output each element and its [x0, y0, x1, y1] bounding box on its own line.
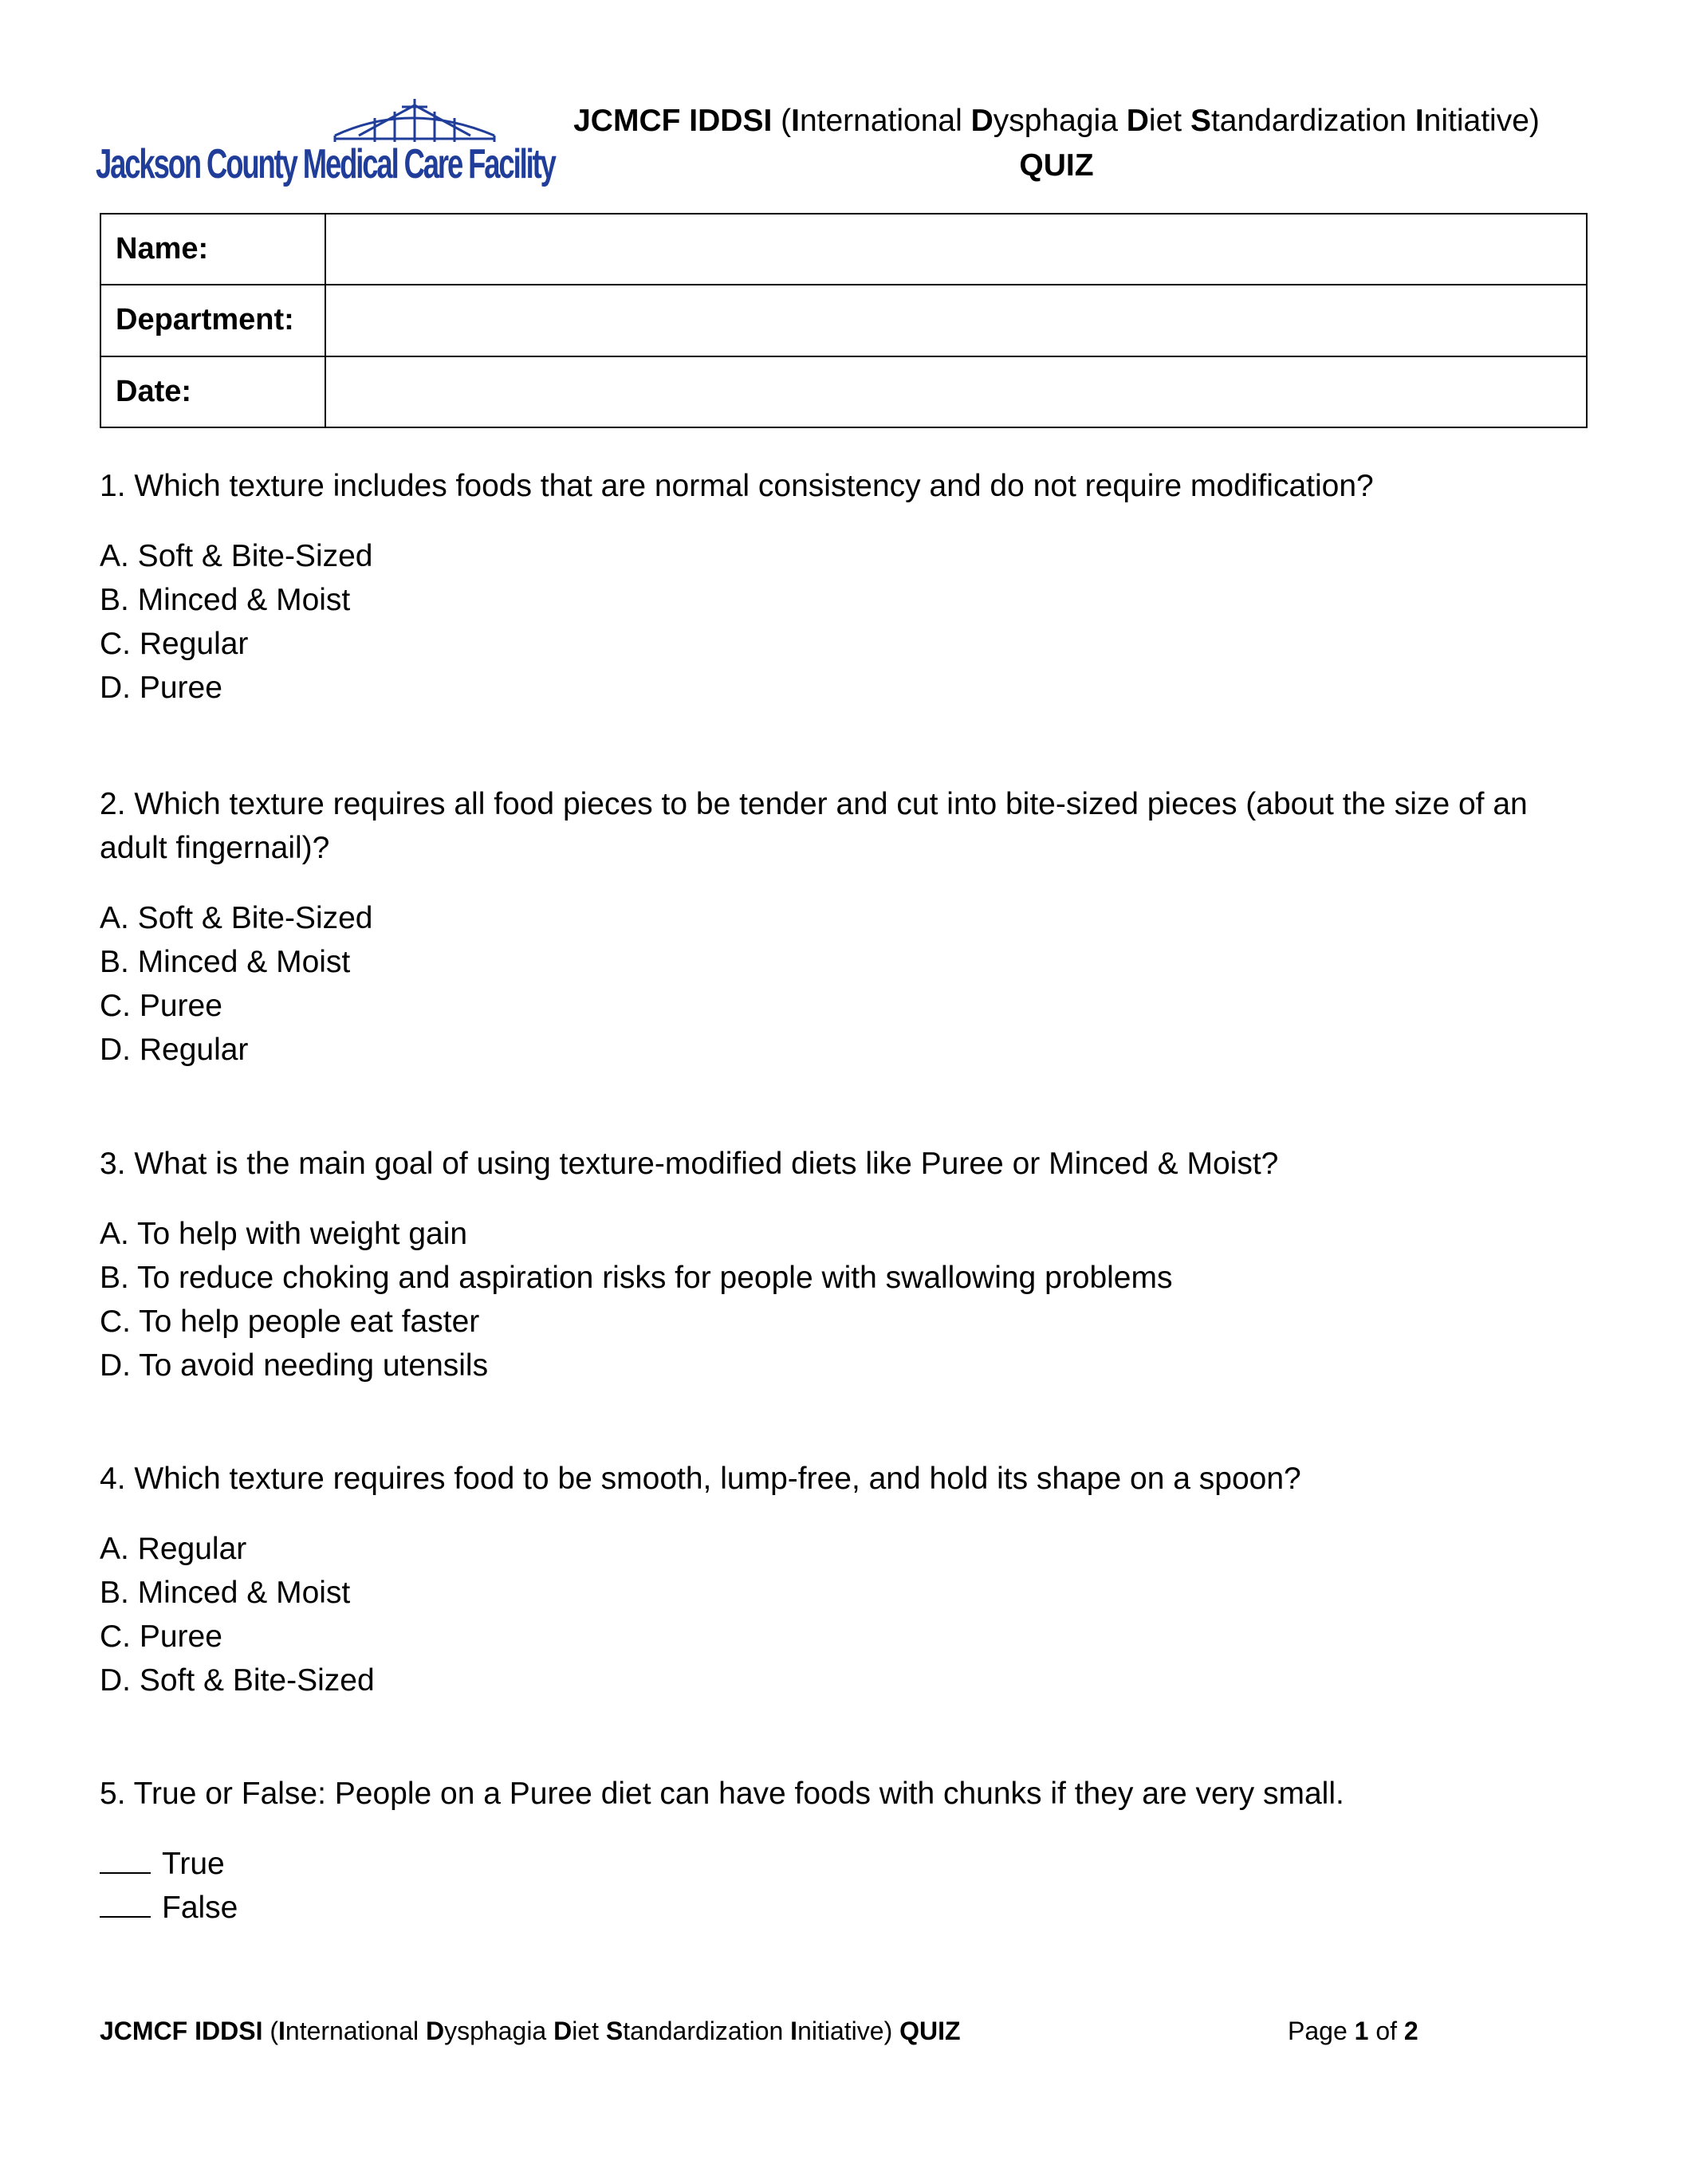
question-stem: 5. True or False: People on a Puree diet can have foods with chunks if they are very small. [100, 1777, 1344, 1811]
answer-option: A. To help with weight gain [100, 1217, 468, 1251]
answer-option: C. Regular [100, 627, 249, 661]
date-field[interactable] [325, 356, 1587, 427]
info-row-date [100, 356, 1587, 427]
answer-option: B. Minced & Moist [100, 1576, 351, 1610]
facility-logo [96, 94, 555, 212]
department-field[interactable] [325, 285, 1587, 356]
answer-option: A. Regular [100, 1532, 247, 1566]
answer-option: D. Soft & Bite-Sized [100, 1663, 375, 1698]
answer-option: D. To avoid needing utensils [100, 1348, 489, 1383]
answer-option: B. Minced & Moist [100, 945, 351, 979]
answer-option: C. To help people eat faster [100, 1304, 480, 1339]
info-row-name [100, 214, 1587, 285]
answer-option: C. Puree [100, 1619, 222, 1654]
question-stem: 1. Which texture includes foods that are normal consistency and do not require modification? [100, 469, 1374, 503]
answer-blank[interactable] [100, 1915, 151, 1918]
header-title: JCMCF IDDSI (International Dysphagia Diet Standardization Initiative) [573, 104, 1540, 138]
info-row-department [100, 285, 1587, 356]
answer-option: A. Soft & Bite-Sized [100, 539, 373, 573]
answer-blank[interactable] [100, 1871, 151, 1874]
question-3 [100, 1142, 1278, 1387]
header-quiz-label: QUIZ [1019, 148, 1094, 183]
answer-option: A. Soft & Bite-Sized [100, 901, 373, 935]
question-stem: 4. Which texture requires food to be smooth, lump-free, and hold its shape on a spoon? [100, 1462, 1301, 1496]
header-acronyms: JCMCF IDDSI [573, 104, 773, 138]
logo-text: Jackson County Medical Care Facility [96, 141, 555, 187]
document-header [526, 99, 1587, 188]
question-1 [100, 464, 1374, 710]
name-field[interactable] [325, 214, 1587, 285]
footer-title: JCMCF IDDSI (International Dysphagia Diet Standardization Initiative) QUIZ [100, 2017, 961, 2045]
page-number: Page 1 of 2 [1288, 2017, 1418, 2045]
name-label: Name: [100, 214, 325, 285]
question-stem: 3. What is the main goal of using texture-modified diets like Puree or Minced & Moist? [100, 1147, 1279, 1181]
answer-option: C. Puree [100, 989, 222, 1023]
answer-option: D. Regular [100, 1033, 249, 1067]
answer-option: B. Minced & Moist [100, 583, 351, 617]
answer-option: B. To reduce choking and aspiration risks for people with swallowing problems [100, 1261, 1173, 1295]
question-4 [100, 1457, 1301, 1702]
answer-option: D. Puree [100, 671, 222, 705]
department-label: Department: [100, 285, 325, 356]
question-5 [100, 1772, 1344, 1930]
question-2 [100, 782, 1591, 1072]
true-option: True [100, 1842, 1344, 1886]
question-stem: 2. Which texture requires all food pieces to be tender and cut into bite-sized pieces (about the size of an adult fingernail)? [100, 787, 1528, 865]
false-option: False [100, 1886, 1344, 1930]
student-info-table [100, 213, 1588, 428]
date-label: Date: [100, 356, 325, 427]
